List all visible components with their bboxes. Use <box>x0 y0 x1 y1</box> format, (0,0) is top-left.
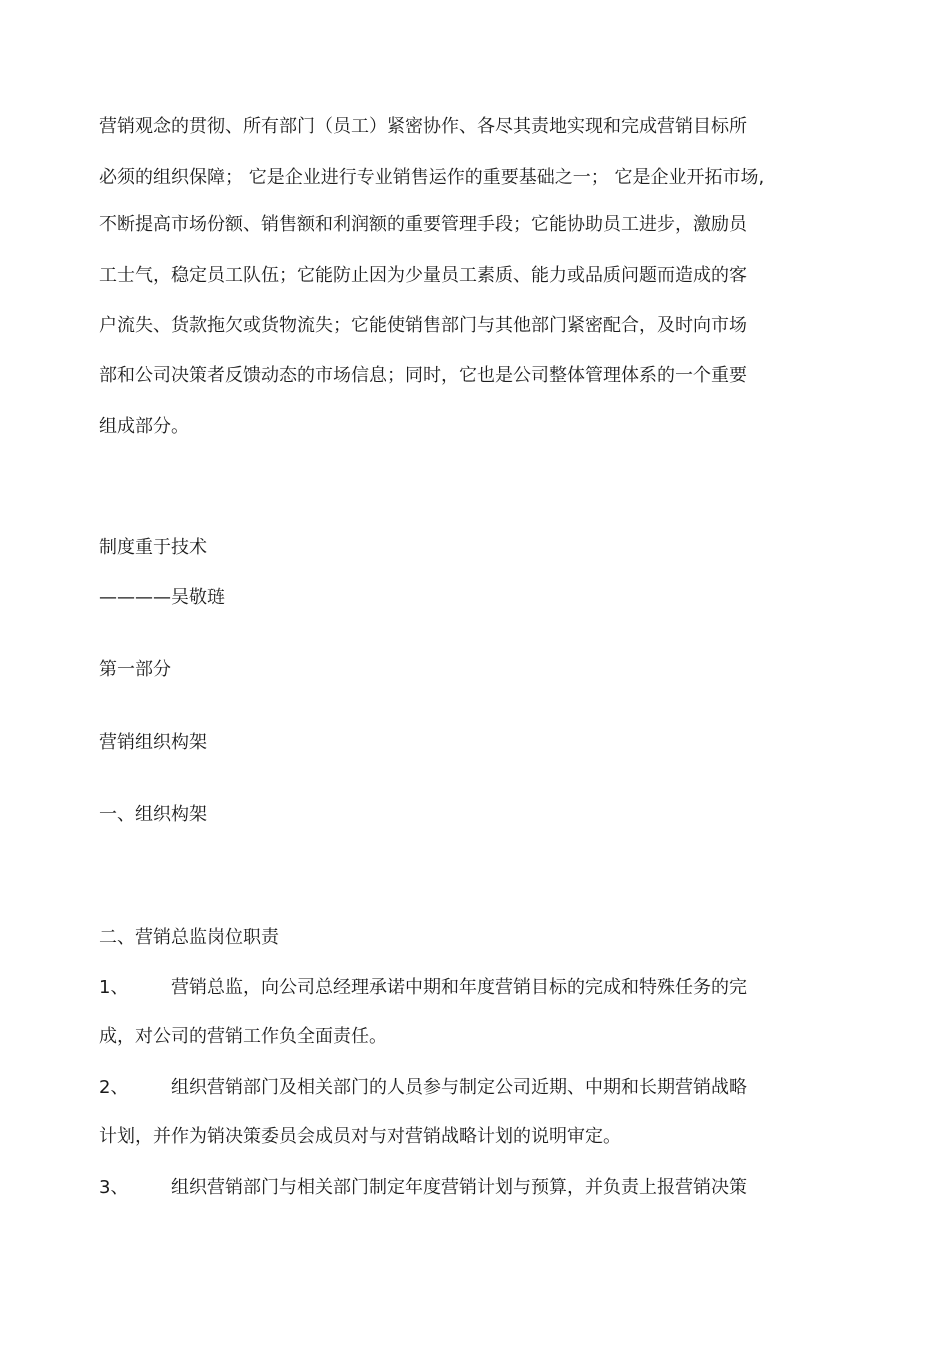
list-item-number: 2、 <box>99 1077 129 1098</box>
article-author: ————吴敬琏 <box>99 587 225 608</box>
list-item-number: 3、 <box>99 1177 129 1198</box>
part-heading: 第一部分 <box>99 659 171 680</box>
list-item-number: 1、 <box>99 977 129 998</box>
part-title: 营销组织构架 <box>99 732 207 753</box>
paragraph-line-5: 户流失、货款拖欠或货物流失；它能使销售部门与其他部门紧密配合，及时向市场 <box>99 315 747 336</box>
paragraph-line-2: 必须的组织保障； 它是企业进行专业销售运作的重要基础之一； 它是企业开拓市场, <box>99 167 765 188</box>
article-title: 制度重于技术 <box>99 537 207 558</box>
list-item-1 <box>99 976 747 1000</box>
list-item-2-continuation: 计划，并作为销决策委员会成员对与对营销战略计划的说明审定。 <box>99 1126 621 1147</box>
list-item-text: 组织营销部门及相关部门的人员参与制定公司近期、中期和长期营销战略 <box>171 1077 747 1098</box>
paragraph-line-4: 工士气，稳定员工队伍；它能防止因为少量员工素质、能力或品质问题而造成的客 <box>99 265 747 286</box>
list-item-3 <box>99 1176 747 1200</box>
list-item-1-continuation: 成，对公司的营销工作负全面责任。 <box>99 1026 387 1047</box>
paragraph-line-6: 部和公司决策者反馈动态的市场信息；同时，它也是公司整体管理体系的一个重要 <box>99 365 747 386</box>
list-item-text: 组织营销部门与相关部门制定年度营销计划与预算，并负责上报营销决策 <box>171 1177 747 1198</box>
list-item-2 <box>99 1076 747 1100</box>
paragraph-line-1: 营销观念的贯彻、所有部门（员工）紧密协作、各尽其责地实现和完成营销目标所 <box>99 116 747 137</box>
paragraph-line-7: 组成部分。 <box>99 416 189 437</box>
section-heading-1: 一、组织构架 <box>99 804 207 825</box>
list-item-text: 营销总监，向公司总经理承诺中期和年度营销目标的完成和特殊任务的完 <box>171 977 747 998</box>
section-heading-2: 二、营销总监岗位职责 <box>99 927 279 948</box>
paragraph-line-3: 不断提高市场份额、销售额和利润额的重要管理手段；它能协助员工进步，激励员 <box>99 214 747 235</box>
